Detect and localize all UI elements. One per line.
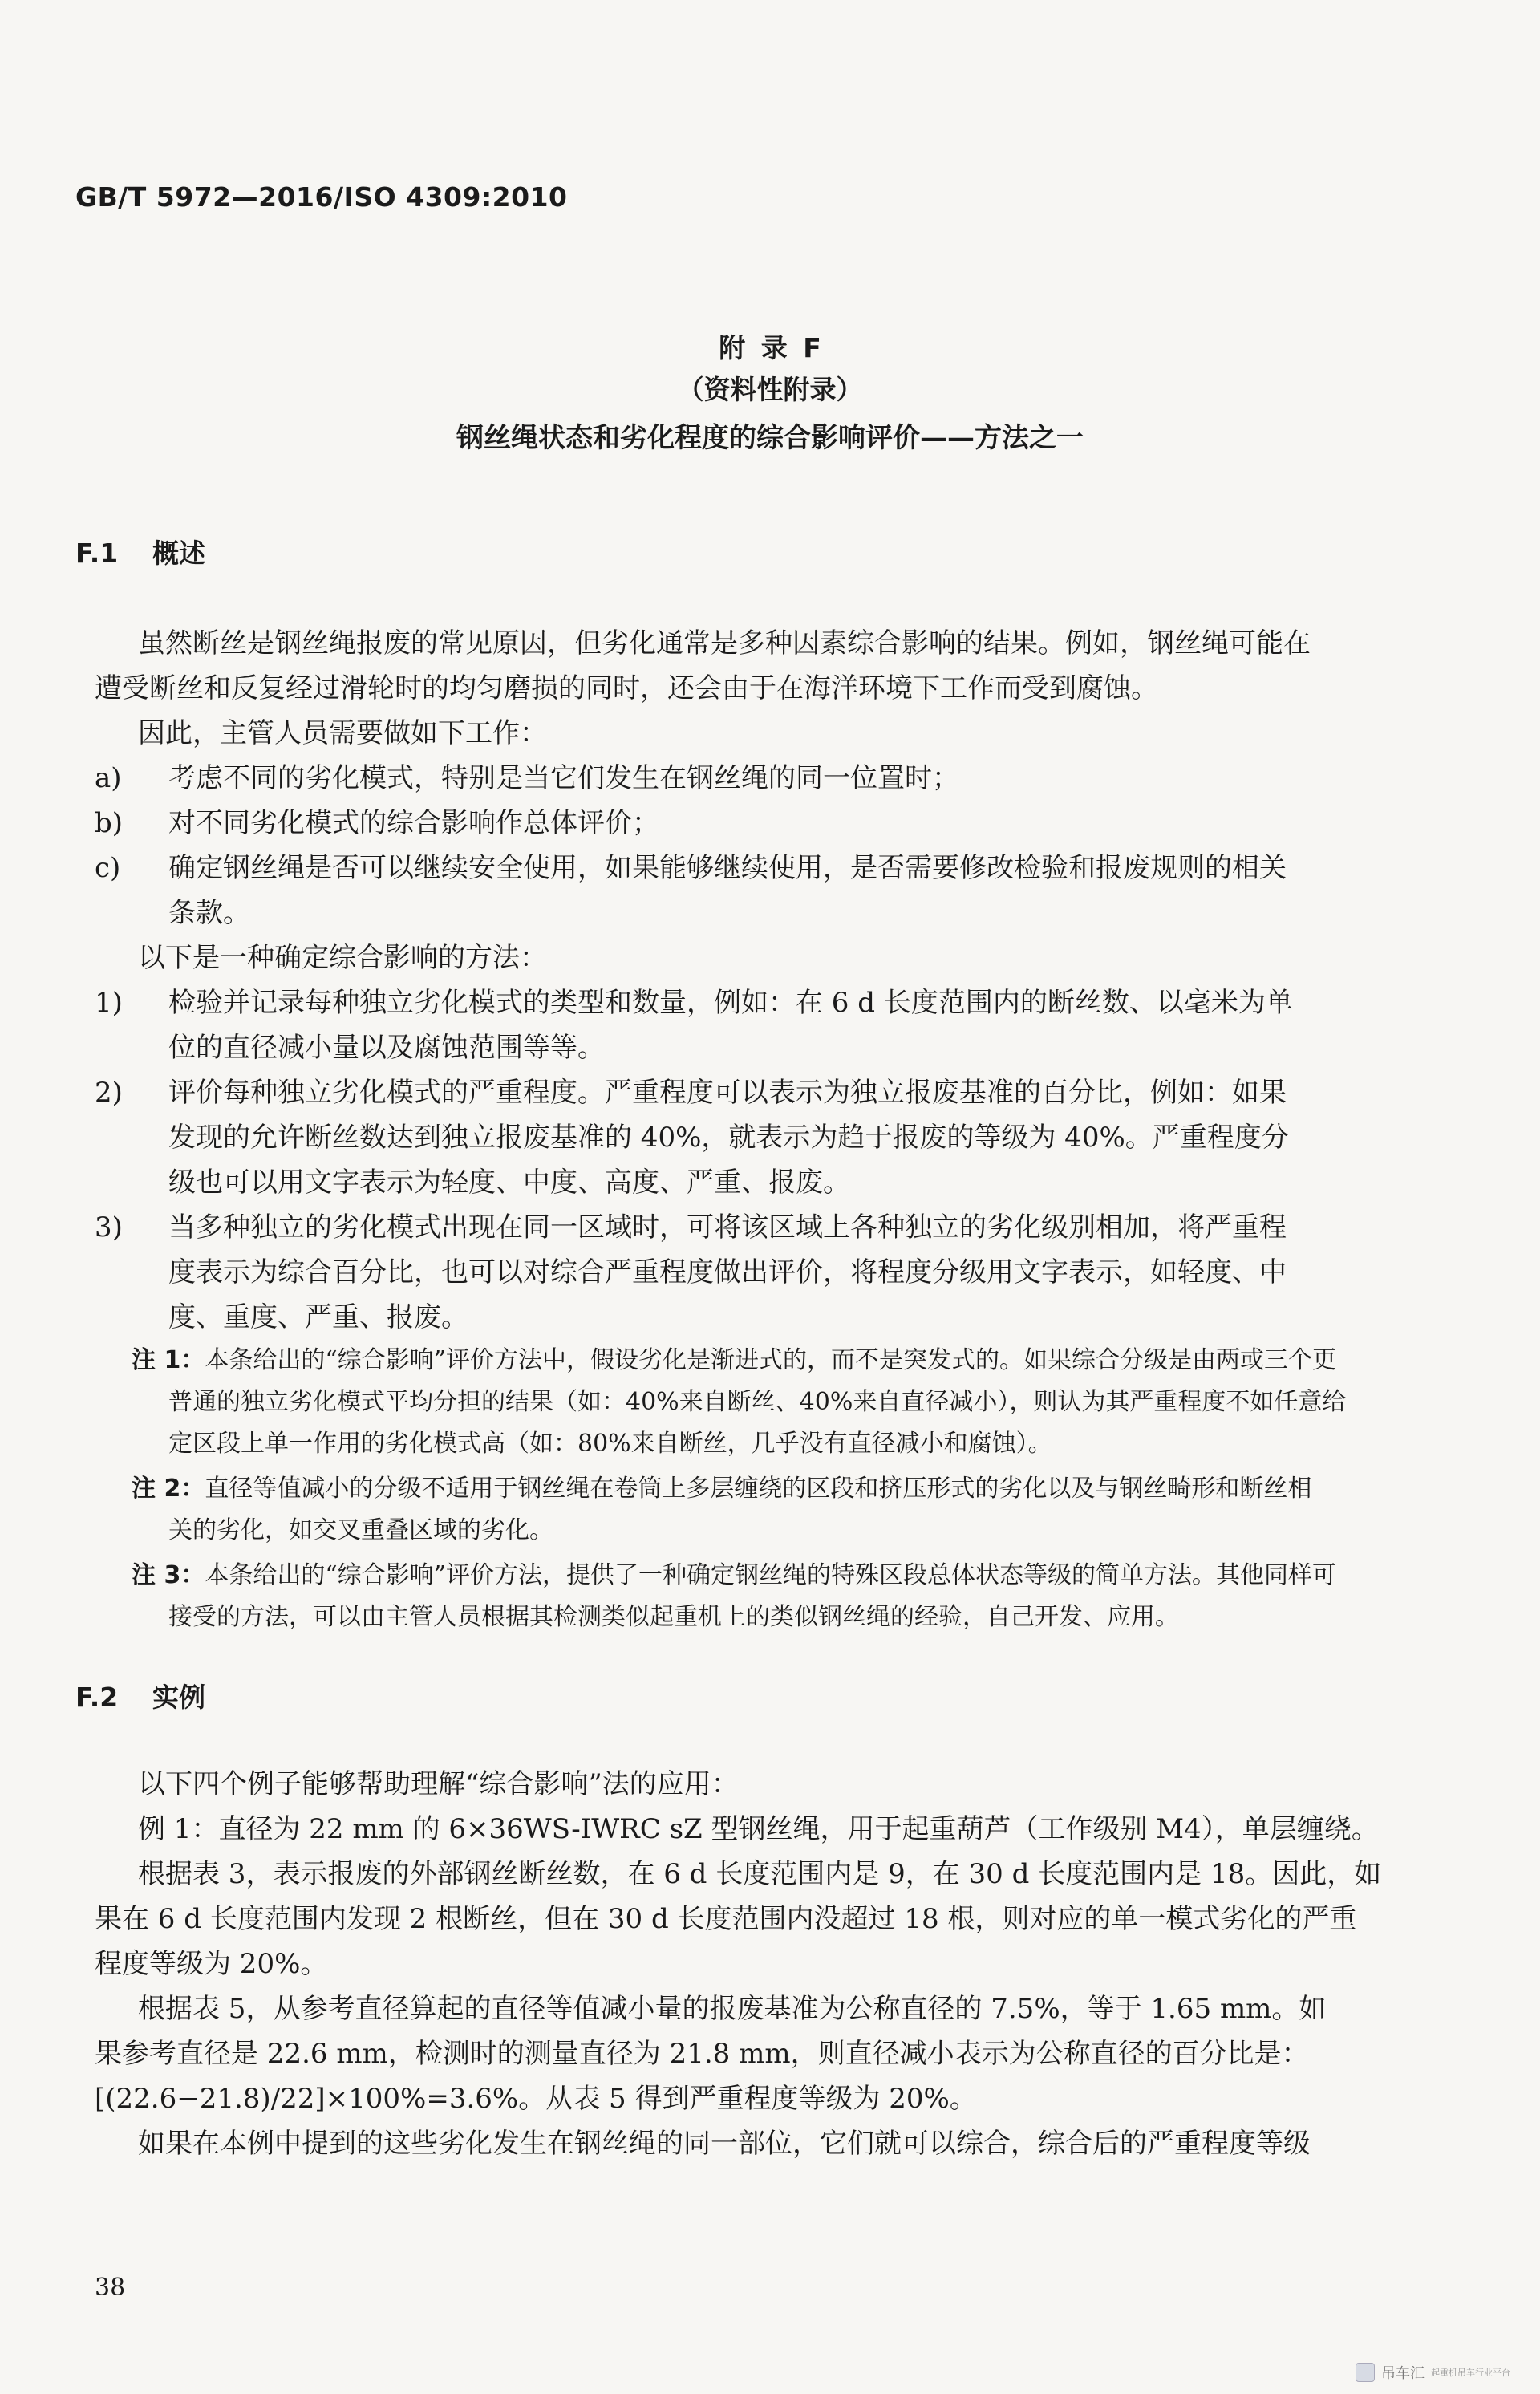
list-text-continued: 发现的允许断丝数达到独立报废基准的 40%，就表示为趋于报废的等级为 40%。严重程度分 xyxy=(168,1122,1289,1154)
note-text: 本条给出的“综合影响”评价方法，提供了一种确定钢丝绳的特殊区段总体状态等级的简单方法。其他同样可 xyxy=(205,1561,1337,1589)
section-number: F.1 xyxy=(75,538,119,569)
section-title: 实例 xyxy=(152,1682,205,1713)
list-text-continued: 级也可以用文字表示为轻度、中度、高度、严重、报废。 xyxy=(168,1167,850,1199)
list-text: 检验并记录每种独立劣化模式的类型和数量，例如：在 6 d 长度范围内的断丝数、以毫米为单 xyxy=(168,987,1293,1019)
crane-logo-icon xyxy=(1356,2363,1375,2382)
list-label: a) xyxy=(95,762,122,794)
paragraph-line: 虽然断丝是钢丝绳报废的常见原因，但劣化通常是多种因素综合影响的结果。例如，钢丝绳可能在 xyxy=(138,627,1311,659)
note-text-continued: 普通的独立劣化模式平均分担的结果（如：40%来自断丝、40%来自直径减小），则认为其严重程度不如任意给 xyxy=(168,1388,1347,1416)
list-text-continued: 条款。 xyxy=(168,897,250,929)
list-text-continued: 度表示为综合百分比，也可以对综合严重程度做出评价，将程度分级用文字表示，如轻度、中 xyxy=(168,1256,1287,1288)
section-number: F.2 xyxy=(75,1682,119,1713)
watermark xyxy=(1356,2362,1510,2383)
list-text: 确定钢丝绳是否可以继续安全使用，如果能够继续使用，是否需要修改检验和报废规则的相关 xyxy=(168,852,1287,884)
list-label: 2) xyxy=(95,1077,123,1109)
paragraph-line: 例 1：直径为 22 mm 的 6×36WS-IWRC sZ 型钢丝绳，用于起重葫芦（工作级别 M4），单层缠绕。 xyxy=(138,1813,1379,1845)
list-label: 3) xyxy=(95,1211,123,1244)
note-text: 直径等值减小的分级不适用于钢丝绳在卷筒上多层缠绕的区段和挤压形式的劣化以及与钢丝畸形和断丝相 xyxy=(205,1475,1312,1503)
standard-code-header: GB/T 5972—2016/ISO 4309:2010 xyxy=(75,181,568,213)
note-label: 注 1： xyxy=(132,1346,205,1374)
note-2 xyxy=(132,1468,1311,1503)
list-item-3 xyxy=(95,1205,1287,1244)
list-item-a xyxy=(95,756,959,795)
paragraph-line: [(22.6−21.8)/22]×100%=3.6%。从表 5 得到严重程度等级为 20%。 xyxy=(95,2083,977,2115)
paragraph-line: 程度等级为 20%。 xyxy=(95,1948,328,1980)
note-1 xyxy=(132,1340,1336,1375)
note-3 xyxy=(132,1555,1336,1590)
section-title: 概述 xyxy=(152,538,205,569)
paragraph-line: 果参考直径是 22.6 mm，检测时的测量直径为 21.8 mm，则直径减小表示为公称直径的百分比是： xyxy=(95,2038,1309,2070)
list-item-b xyxy=(95,801,659,840)
appendix-title: 钢丝绳状态和劣化程度的综合影响评价——方法之一 xyxy=(456,422,1084,454)
note-label: 注 2： xyxy=(132,1475,205,1503)
appendix-type: （资料性附录） xyxy=(677,374,863,405)
appendix-label: 附 录 F xyxy=(719,332,821,363)
list-label: b) xyxy=(95,807,124,839)
watermark-brand: 吊车汇 xyxy=(1381,2365,1424,2382)
list-item-c xyxy=(95,846,1287,885)
paragraph-line: 果在 6 d 长度范围内发现 2 根断丝，但在 30 d 长度范围内没超过 18 根，则对应的单一模式劣化的严重 xyxy=(95,1903,1357,1935)
note-label: 注 3： xyxy=(132,1561,205,1589)
paragraph-line: 如果在本例中提到的这些劣化发生在钢丝绳的同一部位，它们就可以综合，综合后的严重程度等级 xyxy=(138,2128,1311,2160)
section-heading-f1 xyxy=(75,533,205,570)
note-text-continued: 定区段上单一作用的劣化模式高（如：80%来自断丝，几乎没有直径减小和腐蚀）。 xyxy=(168,1430,1052,1458)
list-text-continued: 度、重度、严重、报废。 xyxy=(168,1301,468,1333)
section-heading-f2 xyxy=(75,1677,205,1714)
list-item-1 xyxy=(95,980,1293,1020)
list-item-2 xyxy=(95,1070,1287,1110)
paragraph-line: 根据表 3，表示报废的外部钢丝断丝数，在 6 d 长度范围内是 9，在 30 d 长度范围内是 18。因此，如 xyxy=(138,1858,1382,1890)
paragraph-line: 因此，主管人员需要做如下工作： xyxy=(138,717,547,749)
note-text-continued: 接受的方法，可以由主管人员根据其检测类似起重机上的类似钢丝绳的经验，自己开发、应用。 xyxy=(168,1603,1179,1631)
list-label: 1) xyxy=(95,987,123,1019)
list-text-continued: 位的直径减小量以及腐蚀范围等等。 xyxy=(168,1032,605,1064)
note-text: 本条给出的“综合影响”评价方法中，假设劣化是渐进式的，而不是突发式的。如果综合分级是由两或三个更 xyxy=(205,1346,1337,1374)
paragraph-line: 遭受断丝和反复经过滑轮时的均匀磨损的同时，还会由于在海洋环境下工作而受到腐蚀。 xyxy=(95,672,1158,704)
paragraph-line: 以下是一种确定综合影响的方法： xyxy=(138,942,547,974)
paragraph-line: 以下四个例子能够帮助理解“综合影响”法的应用： xyxy=(138,1768,739,1800)
note-text-continued: 关的劣化，如交叉重叠区域的劣化。 xyxy=(168,1516,553,1544)
paragraph-line: 根据表 5，从参考直径算起的直径等值减小量的报废基准为公称直径的 7.5%，等于 1.65 mm。如 xyxy=(138,1993,1327,2025)
list-text: 评价每种独立劣化模式的严重程度。严重程度可以表示为独立报废基准的百分比，例如：如果 xyxy=(168,1077,1287,1109)
list-text: 对不同劣化模式的综合影响作总体评价； xyxy=(168,807,659,839)
list-text: 考虑不同的劣化模式，特别是当它们发生在钢丝绳的同一位置时； xyxy=(168,762,959,794)
list-text: 当多种独立的劣化模式出现在同一区域时，可将该区域上各种独立的劣化级别相加，将严重程 xyxy=(168,1211,1287,1244)
watermark-tagline: 起重机吊车行业平台 xyxy=(1431,2368,1510,2378)
list-label: c) xyxy=(95,852,121,884)
page-number: 38 xyxy=(95,2274,126,2302)
